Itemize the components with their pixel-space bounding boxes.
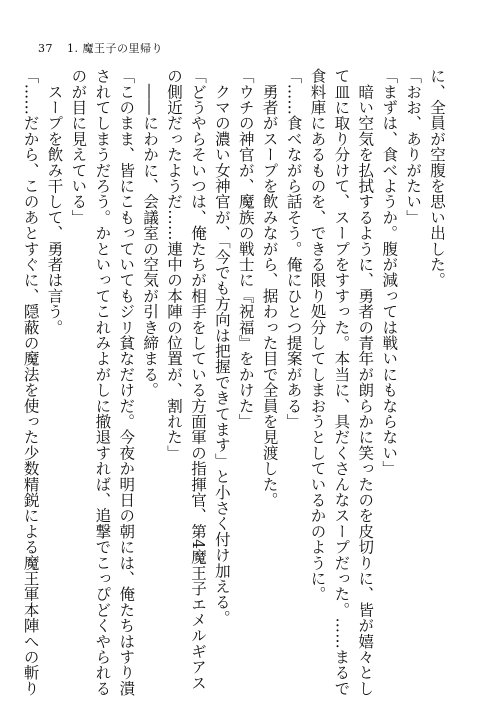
- text-line: 「このまま、皆にこもっていてもジリ貧なだけだ。今夜か明日の朝には、俺たちはすり潰: [117, 68, 136, 696]
- text-line: ――にわかに、会議室の空気が引き締まる。: [141, 68, 160, 398]
- text-line: 「……食べながら話そう。俺にひとつ提案がある」: [284, 68, 303, 430]
- text-line: の側近だったようだ……連中の本陣の位置が、割れた」: [165, 68, 184, 461]
- text-line: 「まずは、食べようか。腹が減っては戦いにもならない」: [380, 68, 399, 477]
- text-line: 暗い空気を払拭するように、勇者の青年が朗らかに笑ったのを皮切りに、皆が嬉々とし: [356, 68, 375, 696]
- text-line: て皿に取り分けて、スープをすすった。本当に、具だくさんなスープだった。……まるで: [332, 68, 351, 696]
- text-line: 「ウチの神官が、魔族の戦士に『祝福』をかけた」: [236, 68, 255, 430]
- text-line: 「……だから、このあとすぐに、隠蔽の魔法を使った少数精鋭による魔王軍本陣への斬り: [21, 68, 40, 696]
- text-line: 「おお、ありがたい」: [404, 68, 423, 225]
- page-number: 37: [38, 42, 53, 55]
- text-line: スープを飲み干して、勇者は言う。: [45, 68, 64, 335]
- text-line: クマの濃い女神官が、「今でも方向は把握できてます」と小さく付け加える。: [212, 68, 231, 626]
- text-line: されてしまうだろう。かといってこれみよがしに撤退すれば、追撃でこっぴどくやられる: [93, 68, 112, 696]
- text-line: に、全員が空腹を思い出した。: [428, 68, 446, 288]
- text-line: のが目に見えている」: [69, 68, 88, 225]
- novel-body-text: [21, 68, 448, 696]
- text-line: 勇者がスープを飲みながら、据わった目で全員を見渡した。: [260, 68, 279, 508]
- running-header: [38, 40, 163, 56]
- text-line: 「どうやらそいつは、俺たちが相手をしている方面軍の指揮官、第4魔王子エメルギアス: [188, 68, 207, 691]
- text-line: 食料庫にあるものを、できる限り処分してしまおうとしているかのように。: [308, 68, 327, 602]
- chapter-title: 1. 魔王子の里帰り: [67, 42, 163, 55]
